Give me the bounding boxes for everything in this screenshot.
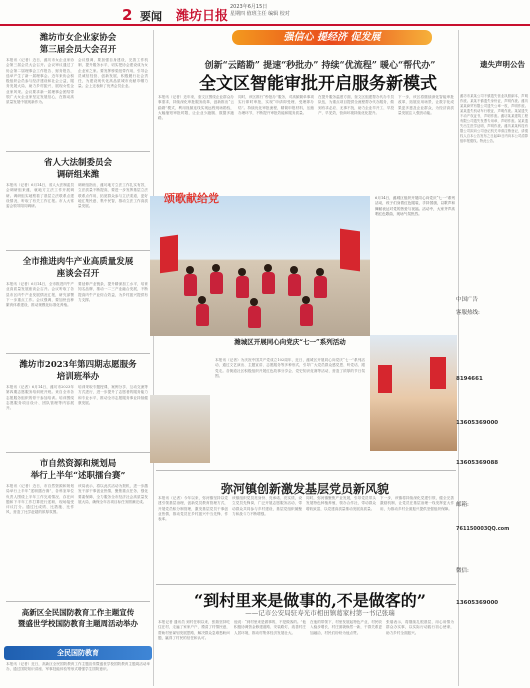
child-head [316,268,324,276]
child-figure [314,276,327,298]
flag-shape [340,229,360,272]
body-text: 张瑞表示，将继续扎根基层，用心用情为群众办实事，以实际行动践行初心使命，助力乡村全面振兴。 [386,620,454,635]
child-figure [300,304,313,326]
lost-notice-title: 遗失声明公告 [480,60,525,69]
child-head [290,266,298,274]
hotline-number: 8194661 [456,376,483,382]
divider [156,470,456,471]
lead-kicker: 创新“云踏勘” 提速“秒批办” 持续“优流程” 暖心“帮代办” [204,61,436,71]
ad-label: 中国广告 [456,297,479,303]
body-text: 本报记者 通讯员 到村任职以来，张瑞坚持吃住在村，走遍了家家户户，摸清了村情民意，帮助村里谋划发展思路，解决群众急难愁盼问题，赢得了村民的信任和认可。 [158,620,230,640]
body-text: 下一步，该区将继续深化智能审批改革，拓展应用场景，让数字化成果更多惠及企业群众，为经济高质量发展注入强劲动能。 [398,95,454,115]
headline-natural-resources: 市自然资源和规划局 举行上半年“述职擂台赛” [30,459,126,481]
wechat-label: 微信: [456,568,469,574]
body-text: 本报讯（记者）6月14日，全市推进肉牛产业高质量发展座谈会召开。会议听取了各县市区肉牛产业发展情况汇报，研究部署下一步重点工作。会议强调，要加快良种繁育体系建设，推动规模化标准化养殖。 [6,282,74,308]
child-figure [210,272,223,294]
header-info [230,4,290,18]
wechat-number: 13605369000 [456,600,499,606]
body-text: 下一步，该镇将持续深化党建引领，健全完善激励机制，让党员在基层治理一线发挥更大作用，为推动乡村全面振兴提供坚强组织保障。 [380,496,454,511]
body-text: 本报讯（记者）近日，潍坊市女企业家协会第三届会员大会召开。会议审议通过了协会第二届理事会工作报告、财务报告，选举产生了新一届理事会。近年来协会积极组织会员参与经济建设和社会公益，服务发展大局，助力乡村振兴，展现女性企业家风采。会议要求新一届理事会团结带领广大女企业家坚定发展信心，在推动高质量发展中展现新作为。 [6,58,74,105]
body-text: 他说：“到村里来是做事的，不是做客的。”他积极协调资金修建道路、安装路灯，改善村庄人居环境，推动村集体经济发展壮大。 [234,620,306,635]
divider [6,353,150,354]
child-head [212,264,220,272]
headline-mihe-town: 弥河镇创新激发基层党员新风貌 [220,482,389,496]
headline-legal-committee: 省人大法制委员会 调研组来潍 [43,158,112,180]
child-figure [262,272,275,294]
divider [6,601,150,602]
divider [6,452,150,453]
photo-banner: 颂歌献给党 [164,192,219,205]
headline-beef-cattle: 全市推进肉牛产业高质量发展 座谈会召开 [22,257,134,279]
divider [156,584,456,585]
child-head [238,268,246,276]
subheadline-village-secretary: ——记市公安局驻寿光市相田镇葛家村第一书记张瑞 [245,609,395,617]
child-figure [288,274,301,296]
body-text: 培训采取专题授课、案例分享、互动交流等方式进行，进一步提升了志愿者的服务能力和专业水平，推动全市志愿服务事业持续健康发展。 [78,385,148,405]
body-text: 在他的带领下，村里发展起特色产业，村民收入稳步增长，村庄面貌焕然一新，干群关系更加融洽，村民们纷纷为他点赞。 [310,620,382,635]
body-text: 本报讯（记者）6月14日，省人大法制委员会调研组来潍，就地方立法工作开展调研。调研组实地察看了基层立法联系点建设情况，听取了有关工作汇报。市人大常委会领导陪同调研。 [6,183,74,209]
phone-number: 13605369088 [456,460,499,466]
body-text: 调研组指出，潍坊地方立法工作扎实有效，立法质量不断提高，要进一步发挥基层立法联系点作用，拓宽群众参与立法渠道，更好地汇集民意、集中民智，推动立法工作高质量发展。 [78,183,148,209]
notice-text: 潍坊市某某公司不慎遗失营业执照副本，声明作废。某某不慎遗失身份证，声明作废。潍坊某某商贸有限公司遗失公章一枚，声明作废。某某遗失机动车行驶证，声明作废。某某遗失不动产权证书，声明作废。潍坊某某建筑工程有限公司遗失发票专用章，声明作废。某某遗失出生医学证明，声明作废。潍坊某某科技有限公司拟向公司登记机关申请注销登记，请债权人自本公告发布之日起45日内向本公司清算组申报债权。特此公告。 [460,94,528,143]
headline-volunteer-training: 潍坊市2023年第四期志愿服务 培训班举办 [19,360,137,382]
defense-education-banner [4,646,152,660]
body-text: 该镇组织党员亮身份、亮承诺、亮实绩，设立党员先锋岗，广泛开展志愿服务活动，带动群众共同参与乡村建设，基层党组织凝聚力和战斗力不断增强。 [232,496,302,516]
phone-number: 13605369000 [456,420,499,426]
photo-caption-title: 潍城区开展同心向党庆“七一”系列活动 [234,338,346,346]
body-text: 要延伸产业链条，提升精深加工水平，培育知名品牌，推动一二三产业融合发展，不断提高肉牛产业综合效益，为乡村振兴提供有力支撑。 [78,282,148,302]
party-photo [150,395,210,463]
child-figure [196,304,209,326]
child-head [264,264,272,272]
body-text: 在提升服务温度方面，奎文区组建帮办代办专员队伍，为重点项目提供全流程帮办代办服务，做到有求必应、无事不扰，助力企业早开工、早投产、早见效，营商环境持续优化提升。 [318,95,394,115]
hotline-label: 客服热线: [456,310,480,316]
child-head [198,296,206,304]
campaign-banner [232,30,432,45]
lead-headline: 全文区智能审批开启服务新模式 [199,74,437,94]
header-date: 2023年6月15日 [230,4,268,10]
headline-womens-association: 潍坊市女企业家协会 第三届会员大会召开 [39,33,117,55]
divider [6,151,150,152]
page-number: 2 [122,6,133,24]
body-text: 本报讯（记者）近年来，奎文区围绕企业群众办事需求，持续深化审批服务改革，创新推出“云踏勘”模式，利用视频连线实现远程现场勘验，大幅缩短审批时限，让企业少跑腿、数据多跑路。 [158,95,234,121]
defense-education-banner-text: 全民国防教育 [57,649,99,657]
headline-village-secretary: “到村里来是做事的,不是做客的” [194,591,426,610]
page-header [0,0,530,26]
child-head [186,266,194,274]
headline-defense-education: 高新区全民国防教育工作主题宣传 暨盛世学校国防教育主题周活动举办 [18,608,138,628]
child-figure [184,274,197,296]
email-label: 邮箱: [456,502,469,508]
divider [6,250,150,251]
body-text: 同时，该区推行“秒批办”服务，对高频简单事项实行即时审批，实现“申请即受理、受理即办结”。持续优化审批流程，精简申报材料，压缩办理环节，不断提升审批效能和服务质量。 [238,95,314,115]
newspaper-logo: 潍坊日报 [176,9,229,24]
celebration-photo [370,335,457,451]
body-text: 该局表示，将以此次活动为契机，进一步激发干部干事创业热情，聚焦重点任务，强化要素保障，全力服务全市经济社会高质量发展大局，确保全年各项目标任务圆满完成。 [78,484,148,504]
body-text: 会议强调，要加强自身建设，完善工作机制，提升服务水平，切实把协会建设成为女企业家之家。要发挥桥梁纽带作用，引导会员诚信经营、创新发展，积极履行社会责任，为建设现代化高品质城市贡献巾帼力量。会上还表彰了优秀会员企业。 [78,58,148,89]
child-figure [236,276,249,298]
header-staff: 星期四 值班主任 编辑 校对 [230,11,290,17]
flag-shape [430,357,446,389]
column-divider [458,30,459,686]
festival-photo [150,196,370,336]
column-divider [153,30,154,686]
photo-side-text: 6月14日，潍城区组织开展同心向党庆“七一”系列活动，孩子们身着红色服装，手持国旗，以歌声和舞蹈表达对党的热爱与祝福。活动中，大家齐声高唱红色歌曲，现场气氛热烈。 [375,196,455,216]
child-figure [248,306,261,328]
section-name: 要闻 [140,10,162,23]
body-text: 本报讯（记者）6月14日，潍坊市2023年第四期志愿服务培训班开班。来自全市各志愿服务组织的骨干参加培训。培训围绕志愿服务项目设计、团队管理等内容展开。 [6,385,74,411]
email-value: 761150003QQ.com [456,526,510,532]
child-head [250,298,258,306]
body-text: 本报讯（记者）近日，高新区全民国防教育工作主题宣传暨盛世学校国防教育主题周活动举办，通过国防知识讲座、军事技能体验等形式增强学生国防意识。 [6,662,150,672]
body-text: 同时，弥河镇聚焦产业发展，引导党员带头发展特色种植养殖，领办合作社，带动群众增收致富，以党建高质量推动发展高质量。 [306,496,376,511]
flag-shape [160,235,178,274]
body-text: 本报讯（记者）今年以来，弥河镇坚持以党建引领基层治理，创新党员教育管理方式，开展党员积分制管理，激发基层党员干事创业热情，推动党员在乡村振兴中当先锋、作表率。 [158,496,228,522]
body-text: 本报讯（记者）近日，市自然资源和规划局举行上半年“述职擂台赛”，各科室单位负责人围绕上半年工作完成情况、存在问题和下半年工作打算进行述职，现场接受评议打分。通过比成绩、比措施、比作风，营造了比学赶超的浓厚氛围。 [6,484,74,515]
campaign-banner-text: 强信心 提经济 促发展 [283,32,381,43]
flag-shape [378,365,392,393]
child-head [302,296,310,304]
body-text: 本报讯（记者）为庆祝中国共产党成立102周年，近日，潍城区开展同心向党庆“七一”系列活动，通过文艺演出、主题宣讲、志愿服务等多种形式，引导广大党员群众感党恩、听党话、跟党走。各街道社区积极组织开展红色故事分享会、党史知识竞赛等活动，营造了浓厚的节日氛围。 [215,358,365,378]
